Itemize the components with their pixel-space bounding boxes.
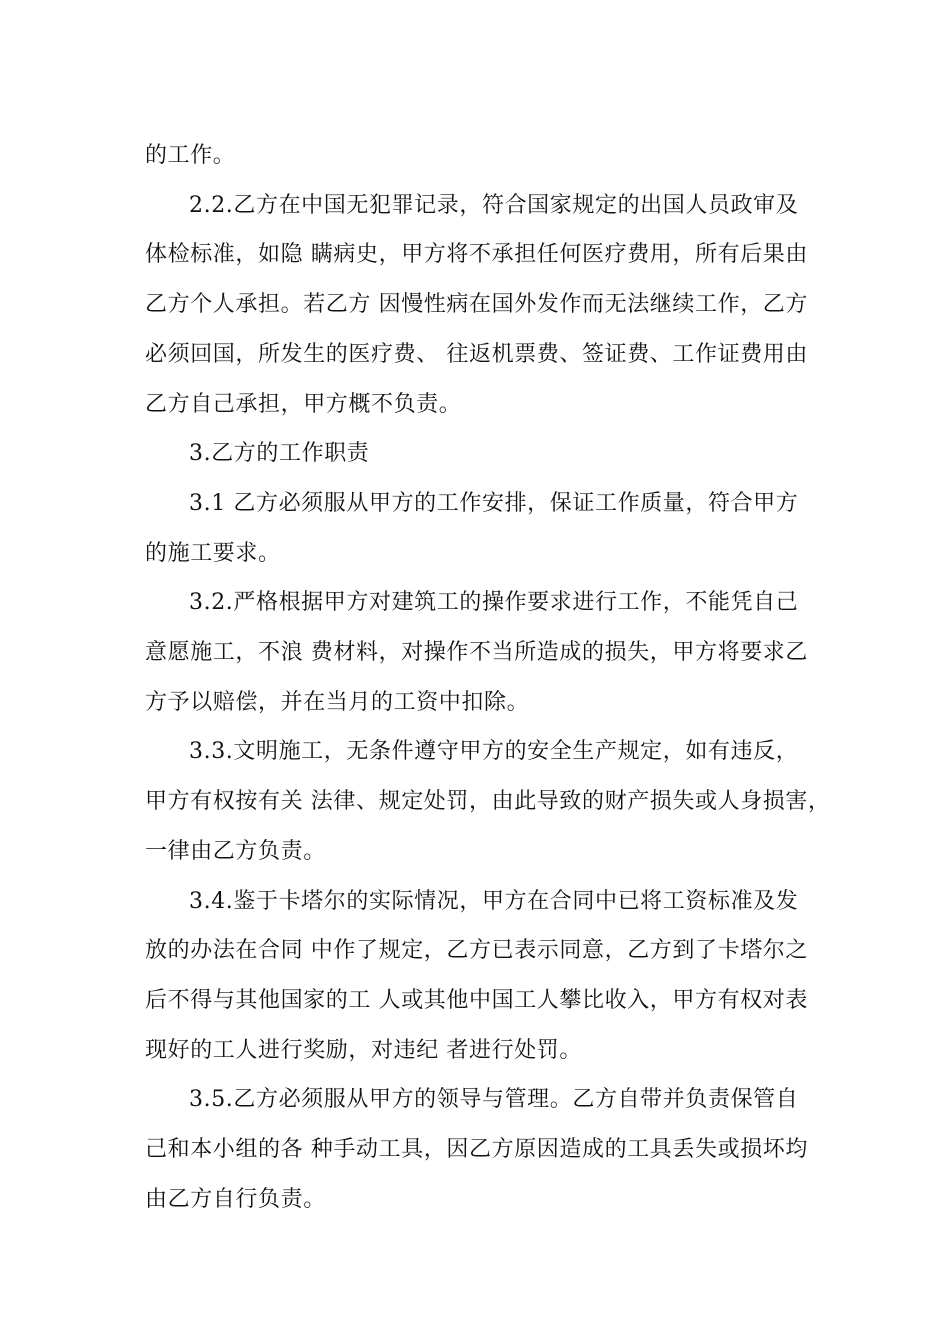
text-line: 体检标准，如隐 瞒病史，甲方将不承担任何医疗费用，所有后果由 — [145, 242, 808, 268]
paragraph-continuation — [145, 131, 815, 181]
text-line: 由乙方自行负责。 — [145, 1186, 326, 1212]
text-line: 放的办法在合同 中作了规定，乙方已表示同意，乙方到了卡塔尔之 — [145, 938, 808, 964]
document-body — [145, 131, 831, 1224]
text-line: 乙方自己承担，甲方概不负责。 — [145, 391, 462, 417]
text-line: 必须回国，所发生的医疗费、 往返机票费、签证费、工作证费用由 — [145, 341, 808, 367]
text-line: 己和本小组的各 种手动工具，因乙方原因造成的工具丢失或损坏均 — [145, 1137, 808, 1163]
paragraph-clause-2-2 — [145, 181, 815, 430]
text-line: 现好的工人进行奖励，对违纪 者进行处罚。 — [145, 1037, 582, 1063]
paragraph-clause-3-3 — [145, 727, 831, 876]
text-line: 方予以赔偿，并在当月的工资中扣除。 — [145, 689, 530, 715]
text-line: 甲方有权按有关 法律、规定处罚，由此导致的财产损失或人身损害， — [145, 789, 831, 815]
text-line: 意愿施工，不浪 费材料，对操作不当所造成的损失，甲方将要求乙 — [145, 640, 808, 666]
text-line: 3.1 乙方必须服从甲方的工作安排，保证工作质量，符合甲方 — [189, 490, 799, 516]
text-line: 2.2.乙方在中国无犯罪记录，符合国家规定的出国人员政审及 — [189, 192, 799, 218]
paragraph-clause-3-5 — [145, 1075, 815, 1224]
text-line: 3.4.鉴于卡塔尔的实际情况，甲方在合同中已将工资标准及发 — [189, 888, 799, 914]
text-line: 的工作。 — [145, 143, 236, 168]
text-line: 3.2.严格根据甲方对建筑工的操作要求进行工作，不能凭自己 — [189, 590, 799, 616]
text-line: 乙方个人承担。若乙方 因慢性病在国外发作而无法继续工作，乙方 — [145, 292, 808, 318]
paragraph-clause-3-2 — [145, 578, 815, 727]
text-line: 3.5.乙方必须服从甲方的领导与管理。乙方自带并负责保管自 — [189, 1087, 799, 1113]
paragraph-clause-3-1 — [145, 479, 815, 578]
text-line: 后不得与其他国家的工 人或其他中国工人攀比收入，甲方有权对表 — [145, 987, 808, 1013]
text-line: 的施工要求。 — [145, 540, 281, 566]
section-heading-3 — [145, 429, 815, 479]
paragraph-clause-3-4 — [145, 877, 815, 1076]
text-line: 一律由乙方负责。 — [145, 838, 326, 864]
heading-line: 3.乙方的工作职责 — [189, 441, 370, 467]
text-line: 3.3.文明施工，无条件遵守甲方的安全生产规定，如有违反， — [189, 739, 799, 765]
